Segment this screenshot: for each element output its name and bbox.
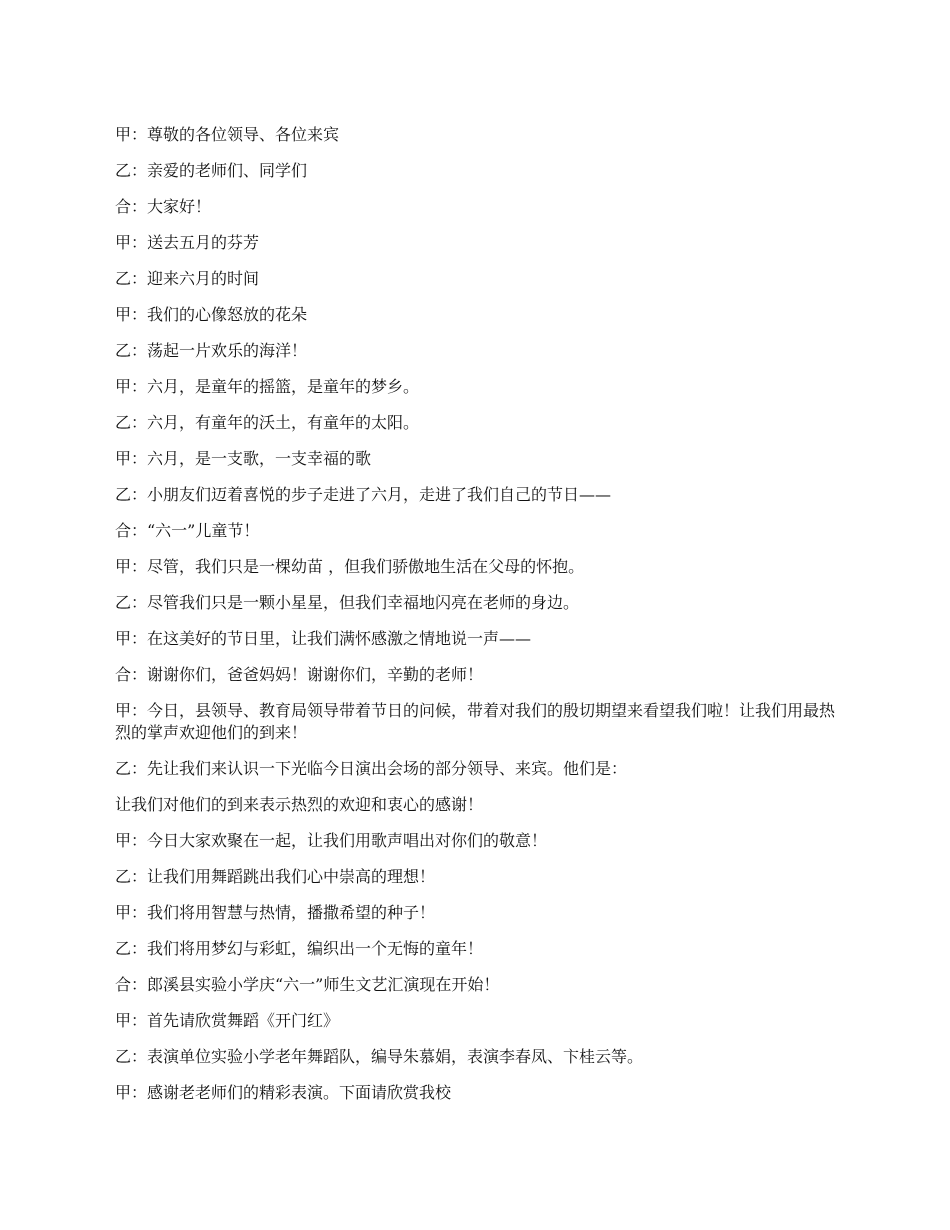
script-line: 让我们对他们的到来表示热烈的欢迎和衷心的感谢！ xyxy=(115,795,484,814)
script-line: 甲：首先请欣赏舞蹈《开门红》 xyxy=(115,1011,340,1030)
script-line: 乙：小朋友们迈着喜悦的步子走进了六月，走进了我们自己的节日—— xyxy=(115,485,612,504)
script-line: 甲：在这美好的节日里，让我们满怀感激之情地说一声—— xyxy=(115,629,532,648)
script-line: 合：郎溪县实验小学庆“六一”师生文艺汇演现在开始！ xyxy=(115,975,500,994)
script-line: 合：谢谢你们，爸爸妈妈！谢谢你们，辛勤的老师！ xyxy=(115,665,484,684)
script-line: 乙：荡起一片欢乐的海洋！ xyxy=(115,341,308,360)
script-line: 乙：亲爱的老师们、同学们 xyxy=(115,161,308,180)
script-line: 合：大家好！ xyxy=(115,197,212,216)
script-line: 乙：六月，有童年的沃土，有童年的太阳。 xyxy=(115,413,420,432)
script-line: 甲：感谢老老师们的精彩表演。下面请欣赏我校 xyxy=(115,1083,452,1102)
script-line: 甲：六月，是童年的摇篮，是童年的梦乡。 xyxy=(115,377,420,396)
script-line: 甲：六月，是一支歌，一支幸福的歌 xyxy=(115,449,372,468)
script-line: 甲：我们的心像怒放的花朵 xyxy=(115,305,308,324)
script-line: 乙：迎来六月的时间 xyxy=(115,269,260,288)
script-line: 合：“六一”儿童节！ xyxy=(115,521,260,540)
script-line: 甲：尽管，我们只是一棵幼苗 ，但我们骄傲地生活在父母的怀抱。 xyxy=(115,557,585,576)
script-line: 甲：今日大家欢聚在一起，让我们用歌声唱出对你们的敬意！ xyxy=(115,831,548,850)
script-line: 甲：尊敬的各位领导、各位来宾 xyxy=(115,125,340,144)
script-body xyxy=(115,124,835,1118)
script-line: 乙：我们将用梦幻与彩虹，编织出一个无悔的童年！ xyxy=(115,939,484,958)
script-line: 甲：我们将用智慧与热情，播撒希望的种子！ xyxy=(115,903,436,922)
script-line: 乙：先让我们来认识一下光临今日演出会场的部分领导、来宾。他们是： xyxy=(115,759,628,778)
script-line: 甲：今日，县领导、教育局领导带着节日的问候，带着对我们的殷切期望来看望我们啦！让我们用最热烈的掌声欢迎他们的到来！ xyxy=(115,701,836,742)
script-line: 乙：让我们用舞蹈跳出我们心中崇高的理想！ xyxy=(115,867,436,886)
script-line: 乙：尽管我们只是一颗小星星，但我们幸福地闪亮在老师的身边。 xyxy=(115,593,580,612)
script-line: 甲：送去五月的芬芳 xyxy=(115,233,260,252)
script-line: 乙：表演单位实验小学老年舞蹈队，编导朱慕娟，表演李春凤、卞桂云等。 xyxy=(115,1047,644,1066)
